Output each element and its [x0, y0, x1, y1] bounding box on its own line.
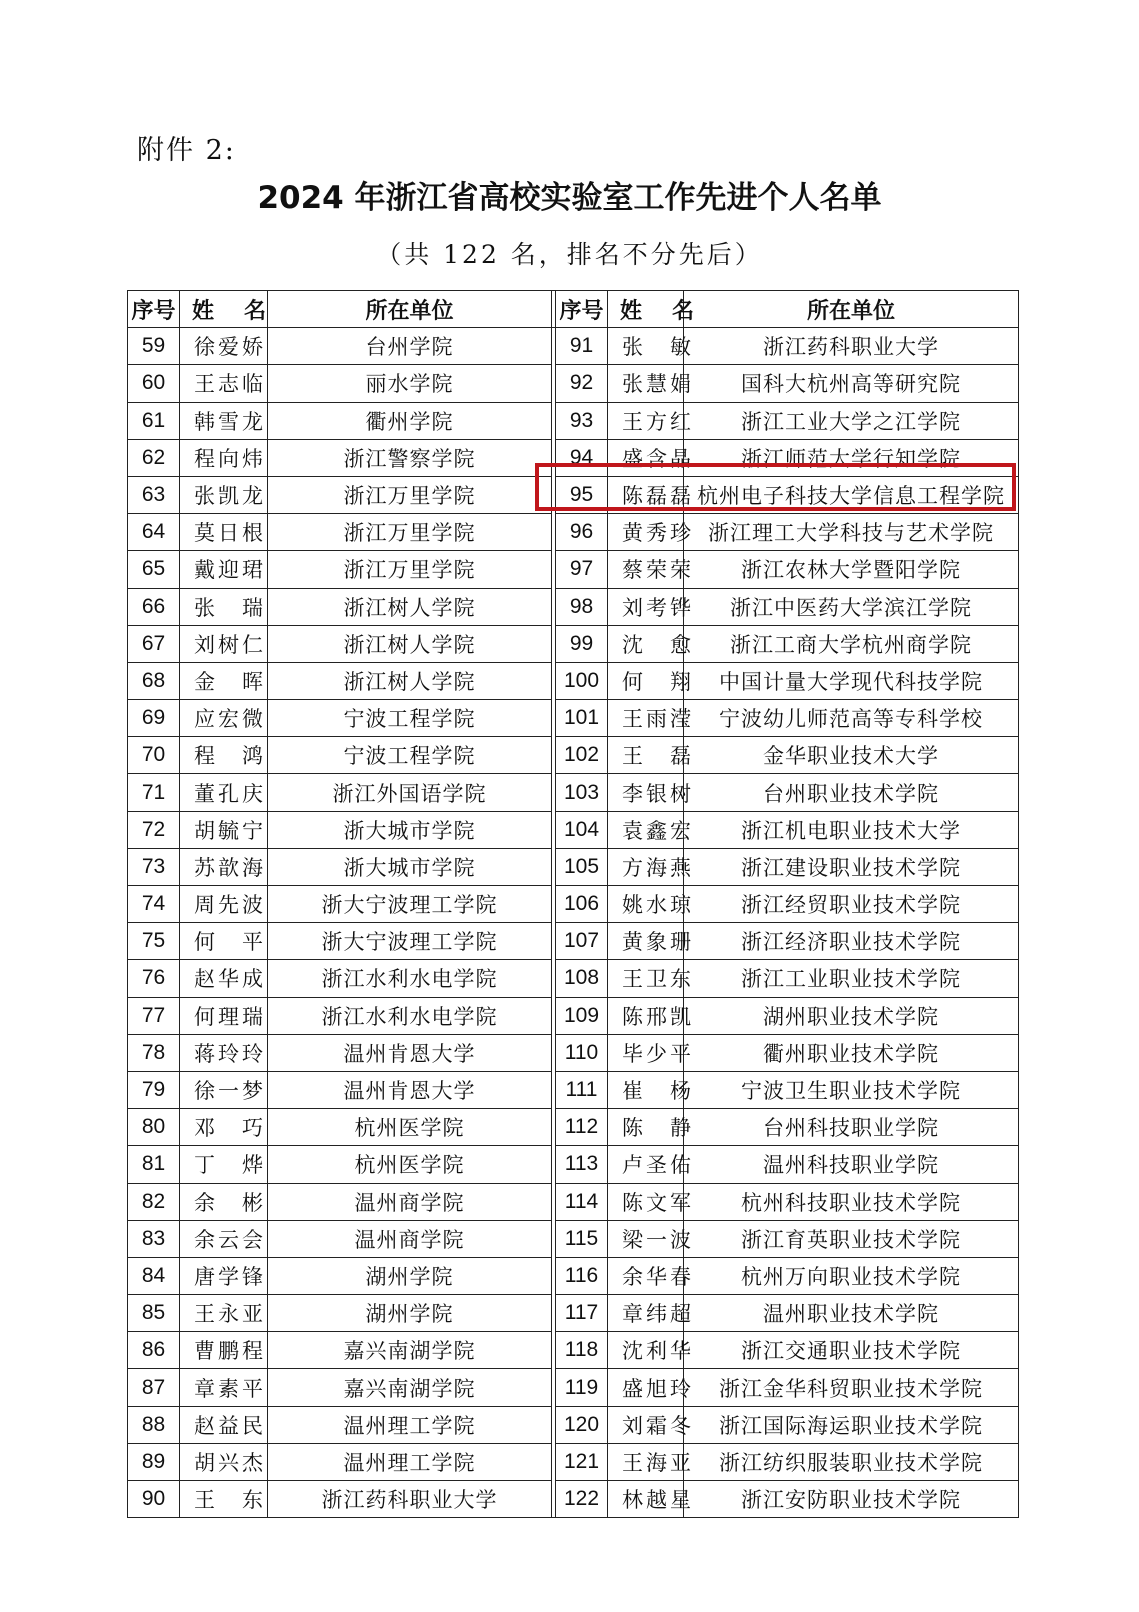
cell-index: 115 — [556, 1220, 608, 1257]
cell-name: 王雨滢 — [608, 700, 684, 737]
cell-index: 59 — [128, 328, 180, 365]
table-row — [128, 1406, 1019, 1443]
cell-index: 91 — [556, 328, 608, 365]
cell-unit: 浙江工业大学之江学院 — [684, 402, 1019, 439]
cell-name: 李银树 — [608, 774, 684, 811]
cell-index: 73 — [128, 848, 180, 885]
roster-body — [128, 328, 1019, 1518]
cell-name: 程 鸿 — [180, 737, 268, 774]
table-row — [128, 774, 1019, 811]
cell-unit: 浙江外国语学院 — [268, 774, 552, 811]
table-row — [128, 1034, 1019, 1071]
table-row — [128, 514, 1019, 551]
table-row — [128, 997, 1019, 1034]
header-name-right: 姓 名 — [608, 291, 684, 328]
cell-unit: 浙江药科职业大学 — [268, 1481, 552, 1518]
table-row — [128, 402, 1019, 439]
cell-index: 100 — [556, 662, 608, 699]
cell-unit: 温州肯恩大学 — [268, 1034, 552, 1071]
table-row — [128, 1481, 1019, 1518]
cell-name: 胡毓宁 — [180, 811, 268, 848]
table-row — [128, 886, 1019, 923]
cell-unit: 衢州学院 — [268, 402, 552, 439]
cell-name: 周先波 — [180, 886, 268, 923]
cell-unit: 浙江金华科贸职业技术学院 — [684, 1369, 1019, 1406]
cell-index: 88 — [128, 1406, 180, 1443]
cell-name: 王 东 — [180, 1481, 268, 1518]
table-row — [128, 811, 1019, 848]
cell-unit: 浙大宁波理工学院 — [268, 923, 552, 960]
cell-index: 116 — [556, 1257, 608, 1294]
cell-unit: 台州职业技术学院 — [684, 774, 1019, 811]
cell-unit: 浙江国际海运职业技术学院 — [684, 1406, 1019, 1443]
table-row — [128, 1071, 1019, 1108]
cell-index: 105 — [556, 848, 608, 885]
cell-index: 99 — [556, 625, 608, 662]
cell-unit: 浙江工商大学杭州商学院 — [684, 625, 1019, 662]
cell-name: 王永亚 — [180, 1295, 268, 1332]
cell-unit: 浙江师范大学行知学院 — [684, 439, 1019, 476]
cell-name: 章素平 — [180, 1369, 268, 1406]
table-row — [128, 1257, 1019, 1294]
table-row — [128, 1443, 1019, 1480]
cell-index: 86 — [128, 1332, 180, 1369]
cell-index: 89 — [128, 1443, 180, 1480]
cell-index: 119 — [556, 1369, 608, 1406]
cell-name: 王 磊 — [608, 737, 684, 774]
cell-name: 赵益民 — [180, 1406, 268, 1443]
roster-table — [127, 290, 1019, 1518]
cell-unit: 浙江树人学院 — [268, 625, 552, 662]
cell-index: 96 — [556, 514, 608, 551]
table-header-row — [128, 291, 1019, 328]
cell-name: 刘树仁 — [180, 625, 268, 662]
cell-name: 张凯龙 — [180, 476, 268, 513]
cell-index: 65 — [128, 551, 180, 588]
cell-index: 62 — [128, 439, 180, 476]
header-unit-left: 所在单位 — [268, 291, 552, 328]
cell-unit: 温州商学院 — [268, 1220, 552, 1257]
page-title: 2024 年浙江省高校实验室工作先进个人名单 — [257, 180, 882, 216]
table-row — [128, 1109, 1019, 1146]
header-name-left: 姓 名 — [180, 291, 268, 328]
cell-index: 78 — [128, 1034, 180, 1071]
cell-name: 唐学锋 — [180, 1257, 268, 1294]
cell-name: 张慧娟 — [608, 365, 684, 402]
cell-index: 82 — [128, 1183, 180, 1220]
cell-unit: 杭州万向职业技术学院 — [684, 1257, 1019, 1294]
cell-name: 蒋玲玲 — [180, 1034, 268, 1071]
cell-unit: 杭州电子科技大学信息工程学院 — [684, 476, 1019, 513]
cell-unit: 温州职业技术学院 — [684, 1295, 1019, 1332]
cell-name: 戴迎珺 — [180, 551, 268, 588]
cell-name: 刘考铧 — [608, 588, 684, 625]
cell-unit: 浙江万里学院 — [268, 551, 552, 588]
cell-unit: 湖州学院 — [268, 1295, 552, 1332]
cell-name: 王卫东 — [608, 960, 684, 997]
cell-name: 应宏微 — [180, 700, 268, 737]
cell-unit: 浙江药科职业大学 — [684, 328, 1019, 365]
table-row — [128, 923, 1019, 960]
cell-name: 董孔庆 — [180, 774, 268, 811]
cell-unit: 嘉兴南湖学院 — [268, 1332, 552, 1369]
cell-name: 蔡荣荣 — [608, 551, 684, 588]
cell-index: 70 — [128, 737, 180, 774]
cell-name: 王海亚 — [608, 1443, 684, 1480]
cell-name: 沈 愈 — [608, 625, 684, 662]
cell-unit: 浙江理工大学科技与艺术学院 — [684, 514, 1019, 551]
cell-name: 沈利华 — [608, 1332, 684, 1369]
cell-name: 盛旭玲 — [608, 1369, 684, 1406]
table-row — [128, 1295, 1019, 1332]
cell-unit: 浙江纺织服装职业技术学院 — [684, 1443, 1019, 1480]
cell-unit: 中国计量大学现代科技学院 — [684, 662, 1019, 699]
cell-unit: 浙江育英职业技术学院 — [684, 1220, 1019, 1257]
cell-unit: 浙江树人学院 — [268, 588, 552, 625]
cell-index: 114 — [556, 1183, 608, 1220]
cell-name: 张 敏 — [608, 328, 684, 365]
cell-name: 余 彬 — [180, 1183, 268, 1220]
cell-index: 85 — [128, 1295, 180, 1332]
table-row — [128, 1183, 1019, 1220]
cell-name: 何理瑞 — [180, 997, 268, 1034]
cell-unit: 金华职业技术大学 — [684, 737, 1019, 774]
cell-unit: 湖州职业技术学院 — [684, 997, 1019, 1034]
cell-index: 106 — [556, 886, 608, 923]
cell-index: 107 — [556, 923, 608, 960]
header-index-right: 序号 — [556, 291, 608, 328]
cell-unit: 温州理工学院 — [268, 1406, 552, 1443]
cell-unit: 嘉兴南湖学院 — [268, 1369, 552, 1406]
cell-name: 余华春 — [608, 1257, 684, 1294]
cell-name: 何 翔 — [608, 662, 684, 699]
cell-unit: 浙江经贸职业技术学院 — [684, 886, 1019, 923]
cell-name: 陈 静 — [608, 1109, 684, 1146]
header-index-left: 序号 — [128, 291, 180, 328]
cell-index: 68 — [128, 662, 180, 699]
cell-name: 陈文军 — [608, 1183, 684, 1220]
cell-unit: 浙江安防职业技术学院 — [684, 1481, 1019, 1518]
table-row — [128, 1332, 1019, 1369]
table-row — [128, 1220, 1019, 1257]
cell-unit: 温州肯恩大学 — [268, 1071, 552, 1108]
cell-unit: 浙江中医药大学滨江学院 — [684, 588, 1019, 625]
cell-unit: 浙江工业职业技术学院 — [684, 960, 1019, 997]
table-row — [128, 439, 1019, 476]
cell-unit: 浙江警察学院 — [268, 439, 552, 476]
cell-index: 104 — [556, 811, 608, 848]
cell-unit: 温州商学院 — [268, 1183, 552, 1220]
cell-name: 崔 杨 — [608, 1071, 684, 1108]
cell-index: 122 — [556, 1481, 608, 1518]
cell-index: 95 — [556, 476, 608, 513]
table-row — [128, 588, 1019, 625]
cell-unit: 浙江水利水电学院 — [268, 997, 552, 1034]
page-subtitle: （共 122 名，排名不分先后） — [376, 240, 763, 269]
cell-name: 张 瑞 — [180, 588, 268, 625]
cell-index: 90 — [128, 1481, 180, 1518]
cell-index: 63 — [128, 476, 180, 513]
cell-unit: 浙大宁波理工学院 — [268, 886, 552, 923]
cell-name: 程向炜 — [180, 439, 268, 476]
attachment-label: 附件 2: — [137, 135, 236, 166]
cell-index: 117 — [556, 1295, 608, 1332]
cell-index: 93 — [556, 402, 608, 439]
table-row — [128, 625, 1019, 662]
cell-unit: 浙江机电职业技术大学 — [684, 811, 1019, 848]
cell-unit: 浙江建设职业技术学院 — [684, 848, 1019, 885]
header-unit-right: 所在单位 — [684, 291, 1019, 328]
cell-index: 67 — [128, 625, 180, 662]
cell-index: 110 — [556, 1034, 608, 1071]
cell-unit: 宁波幼儿师范高等专科学校 — [684, 700, 1019, 737]
cell-name: 徐爱娇 — [180, 328, 268, 365]
cell-name: 王志临 — [180, 365, 268, 402]
cell-index: 101 — [556, 700, 608, 737]
cell-index: 109 — [556, 997, 608, 1034]
cell-unit: 台州科技职业学院 — [684, 1109, 1019, 1146]
cell-unit: 温州理工学院 — [268, 1443, 552, 1480]
table-row — [128, 960, 1019, 997]
cell-unit: 湖州学院 — [268, 1257, 552, 1294]
cell-name: 黄秀珍 — [608, 514, 684, 551]
cell-name: 胡兴杰 — [180, 1443, 268, 1480]
cell-name: 赵华成 — [180, 960, 268, 997]
cell-unit: 杭州医学院 — [268, 1146, 552, 1183]
cell-name: 毕少平 — [608, 1034, 684, 1071]
cell-name: 黄象珊 — [608, 923, 684, 960]
cell-name: 陈磊磊 — [608, 476, 684, 513]
cell-index: 66 — [128, 588, 180, 625]
cell-index: 108 — [556, 960, 608, 997]
cell-index: 94 — [556, 439, 608, 476]
cell-index: 80 — [128, 1109, 180, 1146]
cell-unit: 衢州职业技术学院 — [684, 1034, 1019, 1071]
cell-index: 103 — [556, 774, 608, 811]
cell-name: 苏歆海 — [180, 848, 268, 885]
cell-index: 87 — [128, 1369, 180, 1406]
cell-unit: 浙江交通职业技术学院 — [684, 1332, 1019, 1369]
cell-index: 118 — [556, 1332, 608, 1369]
cell-index: 64 — [128, 514, 180, 551]
cell-unit: 浙江万里学院 — [268, 476, 552, 513]
cell-index: 97 — [556, 551, 608, 588]
cell-index: 69 — [128, 700, 180, 737]
cell-index: 102 — [556, 737, 608, 774]
cell-name: 梁一波 — [608, 1220, 684, 1257]
cell-index: 113 — [556, 1146, 608, 1183]
cell-name: 方海燕 — [608, 848, 684, 885]
cell-unit: 宁波卫生职业技术学院 — [684, 1071, 1019, 1108]
table-row — [128, 848, 1019, 885]
cell-index: 61 — [128, 402, 180, 439]
cell-unit: 丽水学院 — [268, 365, 552, 402]
cell-name: 何 平 — [180, 923, 268, 960]
cell-name: 丁 烨 — [180, 1146, 268, 1183]
cell-name: 陈邢凯 — [608, 997, 684, 1034]
cell-name: 刘霜冬 — [608, 1406, 684, 1443]
cell-index: 76 — [128, 960, 180, 997]
cell-index: 120 — [556, 1406, 608, 1443]
cell-index: 77 — [128, 997, 180, 1034]
cell-index: 75 — [128, 923, 180, 960]
cell-unit: 浙江农林大学暨阳学院 — [684, 551, 1019, 588]
cell-name: 盛含晶 — [608, 439, 684, 476]
cell-unit: 浙江万里学院 — [268, 514, 552, 551]
cell-name: 袁鑫宏 — [608, 811, 684, 848]
cell-name: 卢圣佑 — [608, 1146, 684, 1183]
cell-index: 111 — [556, 1071, 608, 1108]
cell-unit: 台州学院 — [268, 328, 552, 365]
cell-name: 王方红 — [608, 402, 684, 439]
cell-unit: 宁波工程学院 — [268, 737, 552, 774]
table-row — [128, 662, 1019, 699]
cell-index: 92 — [556, 365, 608, 402]
cell-name: 姚水琼 — [608, 886, 684, 923]
cell-index: 112 — [556, 1109, 608, 1146]
cell-name: 徐一梦 — [180, 1071, 268, 1108]
cell-index: 84 — [128, 1257, 180, 1294]
cell-unit: 杭州科技职业技术学院 — [684, 1183, 1019, 1220]
cell-name: 章纬超 — [608, 1295, 684, 1332]
table-row — [128, 1146, 1019, 1183]
table-row — [128, 1369, 1019, 1406]
cell-index: 60 — [128, 365, 180, 402]
cell-unit: 国科大杭州高等研究院 — [684, 365, 1019, 402]
cell-name: 莫日根 — [180, 514, 268, 551]
cell-index: 121 — [556, 1443, 608, 1480]
cell-unit: 浙江水利水电学院 — [268, 960, 552, 997]
cell-name: 余云会 — [180, 1220, 268, 1257]
cell-index: 83 — [128, 1220, 180, 1257]
cell-unit: 浙大城市学院 — [268, 811, 552, 848]
table-row — [128, 700, 1019, 737]
cell-index: 71 — [128, 774, 180, 811]
cell-unit: 浙江经济职业技术学院 — [684, 923, 1019, 960]
cell-unit: 杭州医学院 — [268, 1109, 552, 1146]
cell-index: 79 — [128, 1071, 180, 1108]
cell-name: 邓 巧 — [180, 1109, 268, 1146]
table-row — [128, 365, 1019, 402]
cell-name: 韩雪龙 — [180, 402, 268, 439]
cell-index: 98 — [556, 588, 608, 625]
cell-name: 曹鹏程 — [180, 1332, 268, 1369]
table-row — [128, 476, 1019, 513]
table-row — [128, 737, 1019, 774]
cell-index: 81 — [128, 1146, 180, 1183]
cell-unit: 浙江树人学院 — [268, 662, 552, 699]
cell-unit: 宁波工程学院 — [268, 700, 552, 737]
cell-index: 74 — [128, 886, 180, 923]
cell-unit: 温州科技职业学院 — [684, 1146, 1019, 1183]
cell-unit: 浙大城市学院 — [268, 848, 552, 885]
cell-index: 72 — [128, 811, 180, 848]
table-row — [128, 328, 1019, 365]
table-row — [128, 551, 1019, 588]
cell-name: 林越星 — [608, 1481, 684, 1518]
cell-name: 金 晖 — [180, 662, 268, 699]
